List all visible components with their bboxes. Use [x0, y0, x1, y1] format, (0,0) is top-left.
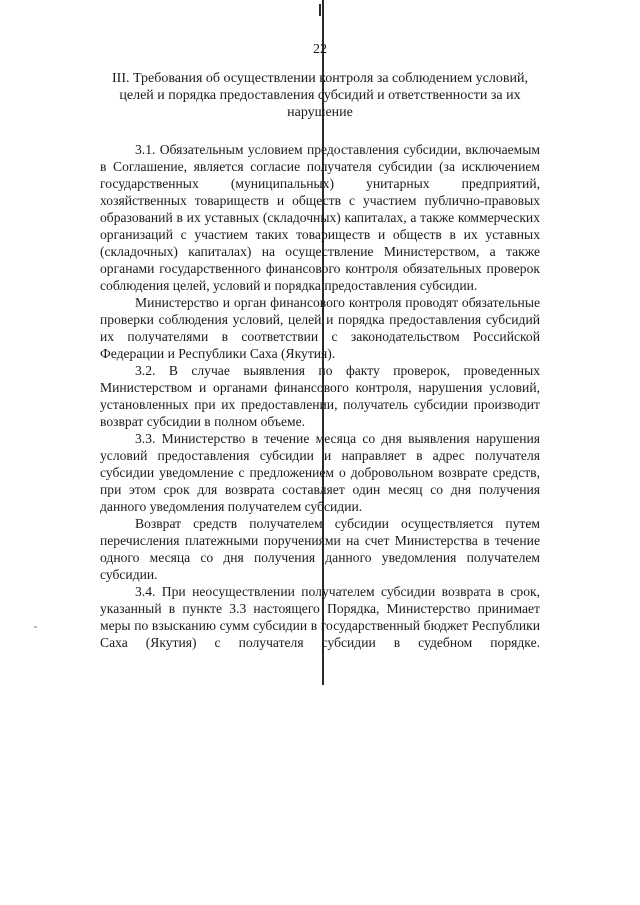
paragraph-3-2: 3.2. В случае выявления по факту проверок, проведенных Министерством и органами финансового контроля, нарушения условий, установленных при их предоставлении, получатель субсидии производит возврат субсидии в полном объеме.: [100, 363, 540, 429]
page-number: 22: [313, 42, 327, 57]
document-body: [100, 141, 540, 651]
paragraph-3-3: 3.3. Министерство в течение месяца со дня выявления нарушения условий предоставления субсидии и направляет в адрес получателя субсидии уведомление с предложением о добровольном возврате средств, при этом срок для возврата составляет один месяц со дня получения данного уведомления получателем субсидии.: [100, 431, 540, 514]
paragraph-3-1: 3.1. Обязательным условием предоставления субсидии, включаемым в Соглашение, является согласие получателя субсидии (за исключением государственных (муниципальных) унитарных предприятий, хозяйственных товариществ и обществ с участием публично-правовых образований в их уставных (складочных) капиталах, а также коммерческих организаций с участием таких товариществ и обществ в их уставных (складочных) капиталах) на осуществление Министерством, а также органами государственного финансового контроля обязательных проверок соблюдения целей, условий и порядка предоставления субсидии.: [100, 142, 540, 293]
paragraph-control: Министерство и орган финансового контроля проводят обязательные проверки соблюдения условий, целей и порядка предоставления субсидий их получателями в соответствии с законодательством Российской Федерации и Республики Саха (Якутия).: [100, 295, 540, 361]
scan-margin-speck: [34, 626, 37, 628]
paragraph-refund: Возврат средств получателем субсидии осуществляется путем перечисления платежными поручениями на счет Министерства в течение одного месяца со дня получения данного уведомления получателем субсидии.: [100, 516, 540, 582]
section-heading: III. Требования об осуществлении контроля за соблюдением условий, целей и порядка предоставления субсидий и ответственности за их нарушение: [112, 71, 528, 120]
paragraph-3-4: 3.4. При неосуществлении получателем субсидии возврата в срок, указанный в пункте 3.3 настоящего Порядка, Министерство принимает меры по взысканию сумм субсидии в государственный бюджет Республики Саха (Якутия) с получателя субсидии в судебном порядке.: [100, 584, 540, 650]
